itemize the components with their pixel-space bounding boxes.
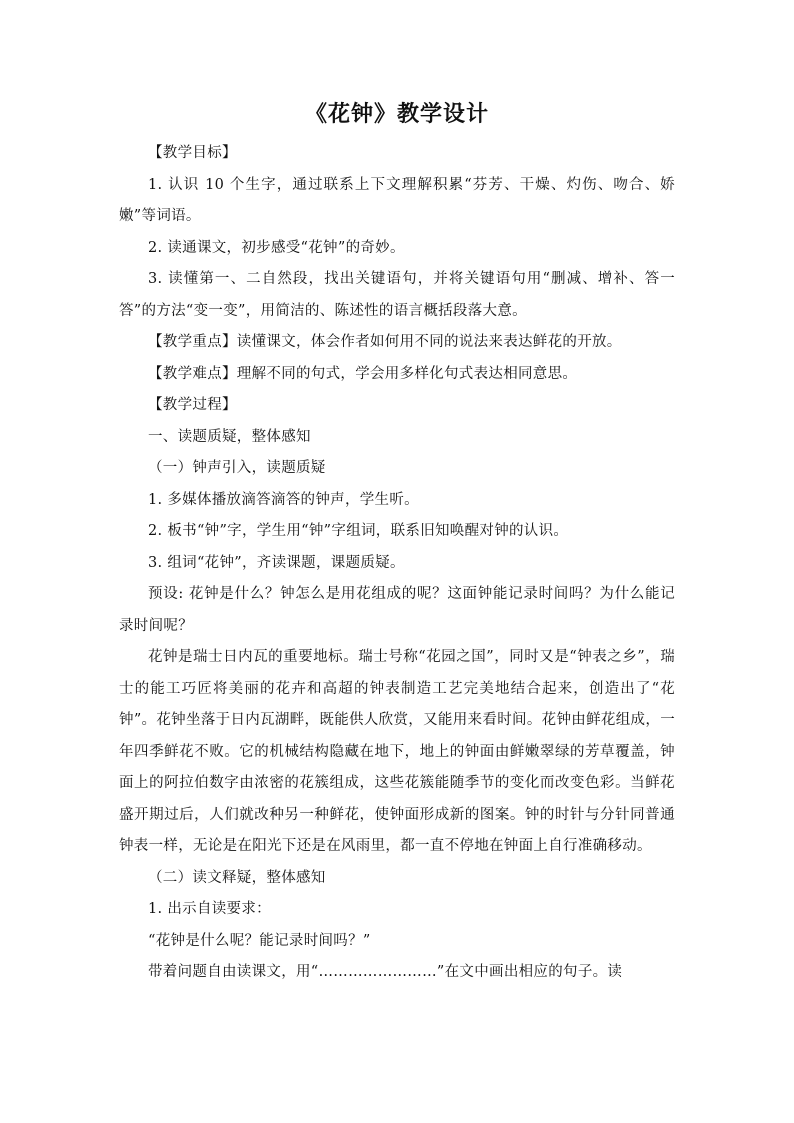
reading-instruction: 带着问题自由读课文，用“……………………”在文中画出相应的句子。读 (148, 964, 623, 980)
objective-1: 1. 认识 10 个生字，通过联系上下文理解积累“芬芳、干燥、灼伤、吻合、娇嫩”等词语。 (119, 176, 675, 224)
key-point: 【教学重点】读懂课文，体会作者如何用不同的说法来表达鲜花的开放。 (148, 334, 622, 350)
background-paragraph: 花钟是瑞士日内瓦的重要地标。瑞士号称“花园之国”，同时又是“钟表之乡”，瑞士的能工巧匠将美丽的花卉和高超的钟表制造工艺完美地结合起来，创造出了“花钟”。花钟坐落于日内瓦湖畔，既能供人欣赏，又能用来看时间。花钟由鲜花组成，一年四季鲜花不败。它的机械结构隐藏在地下，地上的钟面由鲜嫩翠绿的芳草覆盖，钟面上的阿拉伯数字由浓密的花簇组成，这些花簇能随季节的变化而改变色彩。当鲜花盛开期过后，人们就改种另一种鲜花，使钟面形成新的图案。钟的时针与分针同普通钟表一样，无论是在阳光下还是在风雨里，都一直不停地在钟面上自行准确移动。 (119, 649, 675, 854)
step-heading-1: 一、读题质疑，整体感知 (148, 428, 311, 445)
substep-heading-2: （二）读文释疑，整体感知 (148, 869, 326, 886)
section-heading-process: 【教学过程】 (148, 397, 237, 413)
substep-item-3: 3. 组词“花钟”，齐读课题，课题质疑。 (148, 554, 405, 571)
preset-questions: 预设: 花钟是什么？钟怎么是用花组成的呢？这面钟能记录时间吗？为什么能记录时间呢？ (119, 586, 675, 634)
objective-2: 2. 读通课文，初步感受“花钟”的奇妙。 (148, 239, 405, 256)
document-page (119, 100, 675, 989)
difficult-point: 【教学难点】理解不同的句式，学会用多样化句式表达相同意思。 (148, 365, 578, 382)
substep-heading-1: （一）钟声引入，读题质疑 (148, 460, 326, 476)
substep-item-2: 2. 板书“钟”字，学生用“钟”字组词，联系旧知唤醒对钟的认识。 (148, 523, 569, 539)
substep-item-1: 1. 多媒体播放滴答滴答的钟声，学生听。 (148, 491, 419, 508)
document-title: 《花钟》教学设计 (304, 102, 489, 127)
reading-requirement: 1. 出示自读要求： (148, 901, 271, 917)
objective-3: 3. 读懂第一、二自然段，找出关键语句，并将关键语句用“删减、增补、答一答”的方法“变一变”，用简洁的、陈述性的语言概括段落大意。 (119, 271, 675, 319)
section-heading-objectives: 【教学目标】 (148, 145, 237, 161)
reading-question: “花钟是什么呢？能记录时间吗？” (148, 932, 371, 949)
